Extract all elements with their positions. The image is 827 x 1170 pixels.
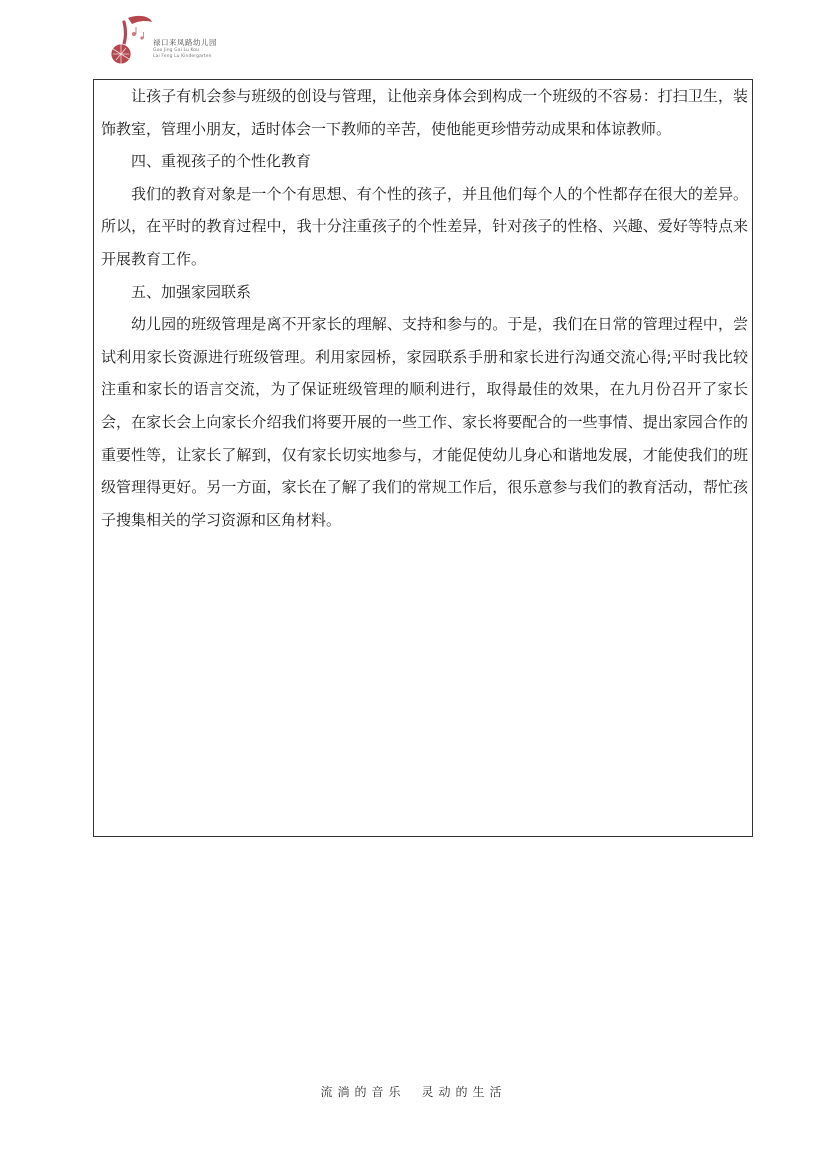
logo-name-en-line1: Guo Jing Gai Lu Kou xyxy=(153,48,200,53)
footer-slogan-right: 灵动的生活 xyxy=(421,1085,507,1099)
paragraph-home-school-contact: 幼儿园的班级管理是离不开家长的理解、支持和参与的。于是，我们在日常的管理过程中，尝试利用家长资源进行班级管理。利用家园桥，家园联系手册和家长进行沟通交流心得;平时我比较注重和家长的语言交流，为了保证班级管理的顺利进行，取得最佳的效果，在九月份召开了家长会，在家长会上向家长介绍我们将要开展的一些工作、家长将要配合的一些事情、提出家园合作的重要性等，让家长了解到，仅有家长切实地参与，才能促使幼儿身心和谐地发展，才能使我们的班级管理得更好。另一方面，家长在了解了我们的常规工作后，很乐意参与我们的教育活动，帮忙孩子搜集相关的学习资源和区角材料。 xyxy=(101,315,748,529)
paragraph-class-participation: 让孩子有机会参与班级的创设与管理，让他亲身体会到构成一个班级的不容易：打扫卫生，装饰教室，管理小朋友，适时体会一下教师的辛苦，使他能更珍惜劳动成果和体谅教师。 xyxy=(101,87,748,138)
kindergarten-logo xyxy=(108,12,238,68)
section-heading-individualized-education: 四、重视孩子的个性化教育 xyxy=(131,152,312,171)
logo-name-cn: 禄口来凤路幼儿园 xyxy=(153,38,217,47)
content-table-cell xyxy=(93,79,753,837)
paragraph-individualized-education: 我们的教育对象是一个个有思想、有个性的孩子，并且他们每个人的个性都存在很大的差异。所以，在平时的教育过程中，我十分注重孩子的个性差异，针对孩子的性格、兴趣、爱好等特点来开展教育工作。 xyxy=(101,184,748,268)
section-heading-home-school-contact: 五、加强家园联系 xyxy=(131,282,252,301)
logo-name-en-line2: Lai Feng Lu Kindergarten xyxy=(153,54,212,59)
page-footer xyxy=(0,1083,827,1100)
logo-text xyxy=(153,38,243,60)
body-text xyxy=(101,80,748,536)
music-note-logo-icon xyxy=(108,12,156,68)
footer-slogan-left: 流淌的音乐 xyxy=(320,1085,406,1099)
